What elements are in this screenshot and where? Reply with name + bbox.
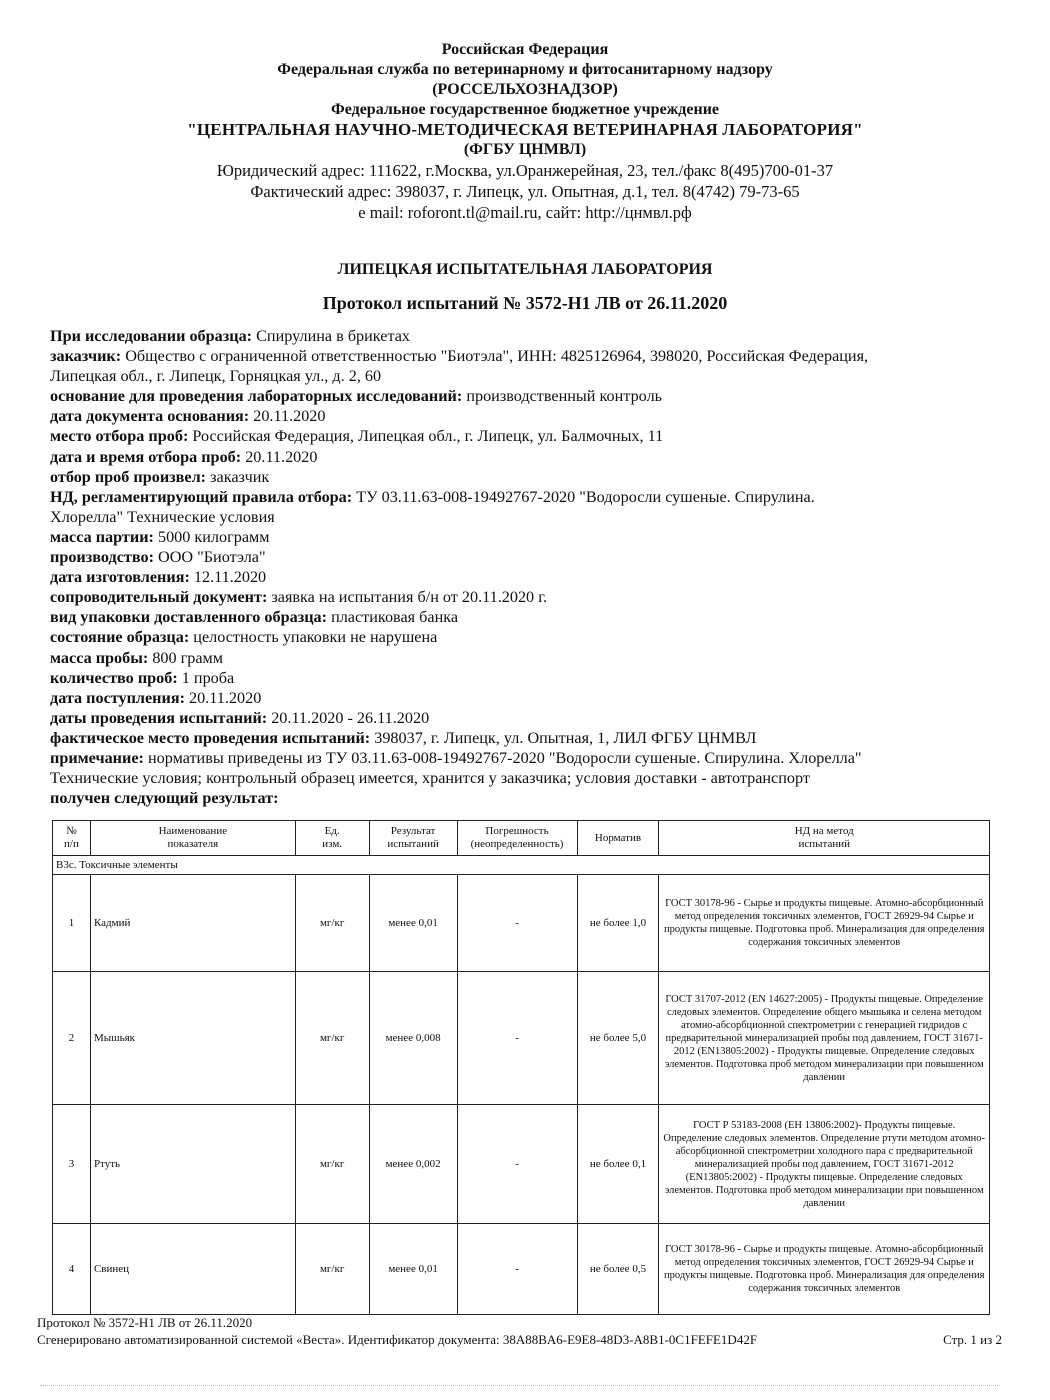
field-sample-count: количество проб: 1 проба — [50, 668, 235, 687]
footer-page-number: Стр. 1 из 2 — [943, 1332, 1002, 1347]
footer-generated: Сгенерировано автоматизированной системой «Веста». Идентификатор документа: 38A88BA6-E9E8-48D3-A8B1-0C1FEFE1D42F — [37, 1332, 758, 1347]
col-header-uncertainty: Погрешность (неопределенность) — [457, 821, 577, 856]
cell-result: менее 0,002 — [369, 1105, 457, 1224]
cell-num: 2 — [53, 972, 91, 1105]
field-packaging: вид упаковки доставленного образца: пластиковая банка — [50, 608, 459, 627]
header-actual-address: Фактический адрес: 398037, г. Липецк, ул. Опытная, д.1, тел. 8(4742) 79-73-65 — [250, 182, 800, 201]
cell-uncertainty: - — [457, 1105, 577, 1224]
field-condition: состояние образца: целостность упаковки не нарушена — [50, 628, 438, 647]
cell-unit: мг/кг — [295, 972, 369, 1105]
results-table — [52, 820, 990, 1315]
cell-num: 4 — [53, 1224, 91, 1315]
group-label: В3с. Токсичные элементы — [53, 856, 990, 875]
document-header — [0, 40, 1050, 223]
header-service: Федеральная служба по ветеринарному и фитосанитарному надзору — [277, 61, 773, 78]
sample-details — [50, 326, 1000, 808]
cell-result: менее 0,008 — [369, 972, 457, 1105]
cell-name: Кадмий — [90, 875, 295, 972]
cell-norm: не более 5,0 — [577, 972, 659, 1105]
header-country: Российская Федерация — [441, 41, 609, 58]
col-header-method: НД на метод испытаний — [659, 821, 990, 856]
scan-edge-divider — [40, 1385, 1000, 1386]
header-institution-abbr: (ФГБУ ЦНМВЛ) — [463, 141, 587, 158]
cell-uncertainty: - — [457, 1224, 577, 1315]
table-row — [53, 972, 990, 1105]
field-note: примечание: нормативы приведены из ТУ 03.11.63-008-19492767-2020 "Водоросли сушеные. Спирулина. Хлорелла" — [50, 748, 862, 767]
cell-norm: не более 1,0 — [577, 875, 659, 972]
table-group-row — [53, 856, 990, 875]
cell-uncertainty: - — [457, 875, 577, 972]
field-accompanying-doc: сопроводительный документ: заявка на испытания б/н от 20.11.2020 г. — [50, 588, 548, 607]
col-header-unit: Ед. изм. — [295, 821, 369, 856]
header-contacts: e mail: roforont.tl@mail.ru, сайт: http://цнмвл.рф — [358, 203, 692, 222]
header-institution-name: "ЦЕНТРАЛЬНАЯ НАУЧНО-МЕТОДИЧЕСКАЯ ВЕТЕРИНАРНАЯ ЛАБОРАТОРИЯ" — [187, 120, 863, 139]
cell-unit: мг/кг — [295, 1105, 369, 1224]
field-basis: основание для проведения лабораторных исследований: производственный контроль — [50, 387, 663, 406]
cell-num: 3 — [53, 1105, 91, 1224]
cell-method: ГОСТ 31707-2012 (EN 14627:2005) - Продукты пищевые. Определение следовых элементов. Определение общего мышьяка и селена методом атомно-абсорбционной спектрометрии с генерацией гидридов с предварительной минерализацией пробы под давлением, ГОСТ 31671-2012 (EN13805:2002) - Продукты пищевые. Определение следовых элементов. Подготовка проб методом минерализации при повышенном давлении — [659, 972, 990, 1105]
cell-num: 1 — [53, 875, 91, 972]
field-test-dates: даты проведения испытаний: 20.11.2020 - 26.11.2020 — [50, 708, 430, 727]
col-header-result: Результат испытаний — [369, 821, 457, 856]
field-manufacture-date: дата изготовления: 12.11.2020 — [50, 568, 267, 587]
table-row — [53, 1224, 990, 1315]
field-sampling-datetime: дата и время отбора проб: 20.11.2020 — [50, 447, 318, 466]
table-header-row — [53, 821, 990, 856]
cell-norm: не более 0,5 — [577, 1224, 659, 1315]
col-header-num: № п/п — [53, 821, 91, 856]
cell-method: ГОСТ 30178-96 - Сырье и продукты пищевые. Атомно-абсорбционный метод определения токсичных элементов, ГОСТ 26929-94 Сырье и продукты пищевые. Подготовка проб. Минерализация для определения содержания токсичных элементов — [659, 1224, 990, 1315]
cell-uncertainty: - — [457, 972, 577, 1105]
table-row — [53, 1105, 990, 1224]
cell-method: ГОСТ 30178-96 - Сырье и продукты пищевые. Атомно-абсорбционный метод определения токсичных элементов, ГОСТ 26929-94 Сырье и продукты пищевые. Подготовка проб. Минерализация для определения содержания токсичных элементов — [659, 875, 990, 972]
result-heading: получен следующий результат: — [50, 789, 279, 808]
cell-result: менее 0,01 — [369, 1224, 457, 1315]
header-service-abbr: (РОССЕЛЬХОЗНАДЗОР) — [432, 81, 618, 98]
field-nd-rules: НД, регламентирующий правила отбора: ТУ 03.11.63-008-19492767-2020 "Водоросли сушеные. Спирулина. — [50, 487, 815, 506]
protocol-title: Протокол испытаний № 3572-Н1 ЛВ от 26.11.2020 — [322, 293, 728, 313]
field-customer: заказчик: Общество с ограниченной ответственностью "Биотэла", ИНН: 4825126964, 398020, Российская Федерация, — [50, 347, 869, 366]
field-sampled-by: отбор проб произвел: заказчик — [50, 467, 270, 486]
field-nd-rules-cont: Хлорелла" Технические условия — [50, 507, 275, 526]
field-sample-mass: масса пробы: 800 грамм — [50, 648, 224, 667]
field-sample: При исследовании образца: Спирулина в брикетах — [50, 327, 411, 345]
footer-protocol-ref: Протокол № 3572-Н1 ЛВ от 26.11.2020 — [37, 1315, 253, 1330]
header-institution-type: Федеральное государственное бюджетное учреждение — [330, 101, 720, 118]
col-header-norm: Норматив — [577, 821, 659, 856]
table-row — [53, 875, 990, 972]
header-legal-address: Юридический адрес: 111622, г.Москва, ул.Оранжерейная, 23, тел./факс 8(495)700-01-37 — [216, 161, 834, 180]
field-note-cont: Технические условия; контрольный образец имеется, хранится у заказчика; условия доставки - автотранспорт — [50, 769, 810, 788]
cell-name: Мышьяк — [90, 972, 295, 1105]
lab-title: ЛИПЕЦКАЯ ИСПЫТАТЕЛЬНАЯ ЛАБОРАТОРИЯ — [337, 261, 713, 278]
cell-name: Ртуть — [90, 1105, 295, 1224]
cell-name: Свинец — [90, 1224, 295, 1315]
cell-unit: мг/кг — [295, 875, 369, 972]
field-batch-mass: масса партии: 5000 килограмм — [50, 527, 270, 546]
cell-result: менее 0,01 — [369, 875, 457, 972]
cell-norm: не более 0,1 — [577, 1105, 659, 1224]
field-basis-date: дата документа основания: 20.11.2020 — [50, 407, 326, 426]
col-header-name: Наименование показателя — [90, 821, 295, 856]
cell-unit: мг/кг — [295, 1224, 369, 1315]
field-sampling-place: место отбора проб: Российская Федерация, Липецкая обл., г. Липецк, ул. Балмочных, 11 — [50, 427, 664, 446]
field-customer-cont: Липецкая обл., г. Липецк, Горняцкая ул., д. 2, 60 — [50, 367, 382, 386]
field-test-place: фактическое место проведения испытаний: 398037, г. Липецк, ул. Опытная, 1, ЛИЛ ФГБУ ЦНМВЛ — [50, 728, 757, 747]
field-receipt-date: дата поступления: 20.11.2020 — [50, 688, 262, 707]
field-producer: производство: ООО "Биотэла" — [50, 548, 266, 567]
cell-method: ГОСТ Р 53183-2008 (ЕН 13806:2002)- Продукты пищевые. Определение следовых элементов. Определение ртути методом атомно-абсорбционной спектрометрии холодного пара с предварительной минерализацией пробы под давлением, ГОСТ 31671-2012 (EN13805:2002) - Продукты пищевые. Определение следовых элементов. Подготовка проб методом минерализации при повышенном давлении — [659, 1105, 990, 1224]
